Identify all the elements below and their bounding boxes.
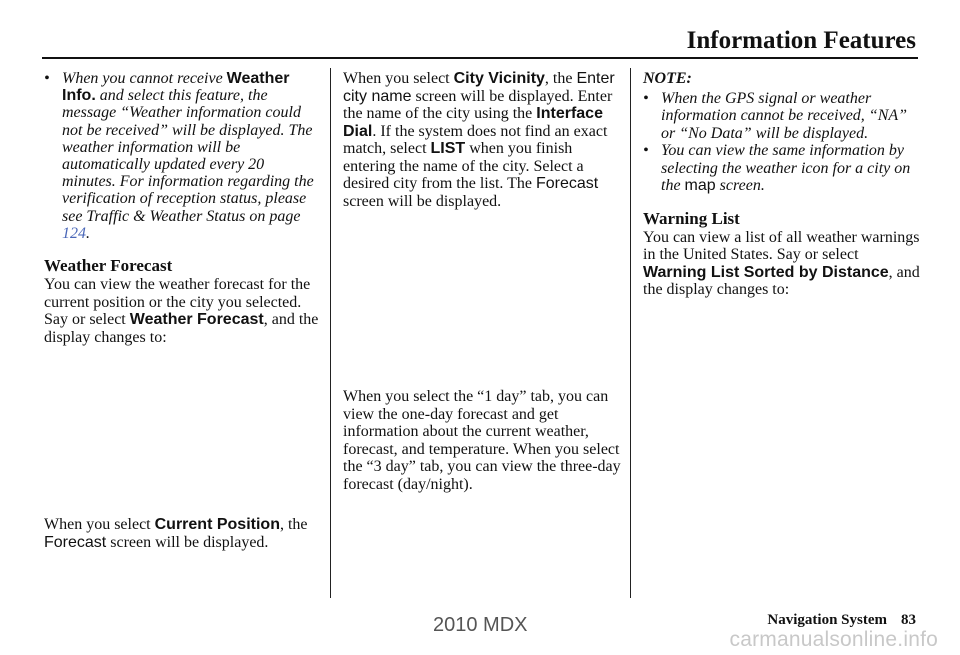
text: When you select [343,70,454,87]
text: You can view a list of all weather warnings in the United States. Say or select [643,228,920,263]
text: You can view the weather forecast for the current position or the city you selected. Say or select [44,276,311,329]
screen-name-forecast: Forecast [44,533,107,551]
text: . [86,224,90,242]
ui-label-interface-dial: Interface Dial [343,105,603,140]
ui-label-warning-list-sorted: Warning List Sorted by Distance [643,263,889,281]
bullet-icon: • [44,70,50,87]
weather-info-note [44,70,320,242]
screen-name-enter-city-name: Enter city name [343,70,615,105]
section-heading-weather-forecast: Weather Forecast [44,256,173,276]
footer-section-name: Navigation System [767,612,887,628]
ui-label-weather-info: Weather Info. [62,70,290,105]
note-item-weather-icon [643,142,923,195]
header-rule [42,57,918,59]
site-watermark: carmanualsonline.info [729,628,938,651]
text: screen will be displayed. [343,192,502,210]
note-item-gps [643,90,923,143]
warning-list-paragraph [643,229,923,299]
text: You can view the same information by selecting the weather icon for a city on the [661,142,911,194]
column-divider [630,68,631,598]
page-footer [767,612,916,629]
current-position-paragraph [44,516,320,551]
screen-name-forecast: Forecast [536,175,599,192]
section-heading-warning-list: Warning List [643,208,740,228]
day-tabs-paragraph: When you select the “1 day” tab, you can view the one-day forecast and get information about the current weather, forecast, and temperature. When you select the “3 day” tab, you can view the three-day forecast (day/night). [343,388,621,493]
ui-label-list: LIST [430,140,466,157]
ui-label-current-position: Current Position [154,516,280,534]
page-title: Information Features [686,27,916,54]
text: when you finish entering the name of the city. Select a desired city from the list. The [343,140,584,192]
page-link-124[interactable]: 124 [62,224,86,242]
note-title: NOTE: [643,70,692,87]
weather-forecast-paragraph [44,276,320,346]
column-left [44,70,320,551]
ui-label-city-vicinity: City Vicinity [453,70,545,87]
model-watermark: 2010 MDX [433,614,528,636]
city-vicinity-paragraph [343,70,621,210]
column-right [643,70,923,299]
page-number: 83 [901,612,916,628]
column-middle [343,70,621,493]
screen-name-map: map [684,177,716,194]
text: . If the system does not find an exact match, select [343,122,608,157]
text: screen will be displayed. [106,533,269,551]
text: When you cannot receive [62,70,227,87]
bullet-icon: • [643,142,649,159]
text: screen will be displayed. Enter the name of the city using the [343,87,613,122]
text: , the [544,70,577,87]
text: When the GPS signal or weather information cannot be received, “NA” or “No Data” will be displayed. [661,89,908,142]
text: and select this feature, the message “Weather information could not be received” will be displayed. The weather information will be automatically updated every 20 minutes. For information regarding the verification of reception status, please see Traffic & Weather Status on page [62,87,314,225]
text: screen. [715,177,765,194]
ui-label-weather-forecast: Weather Forecast [129,311,264,329]
text: , and the display changes to: [643,263,920,298]
text: , the [279,516,308,534]
bullet-icon: • [643,89,649,107]
column-divider [330,68,331,598]
text: When you select [44,516,155,534]
text: , and the display changes to: [44,311,319,346]
